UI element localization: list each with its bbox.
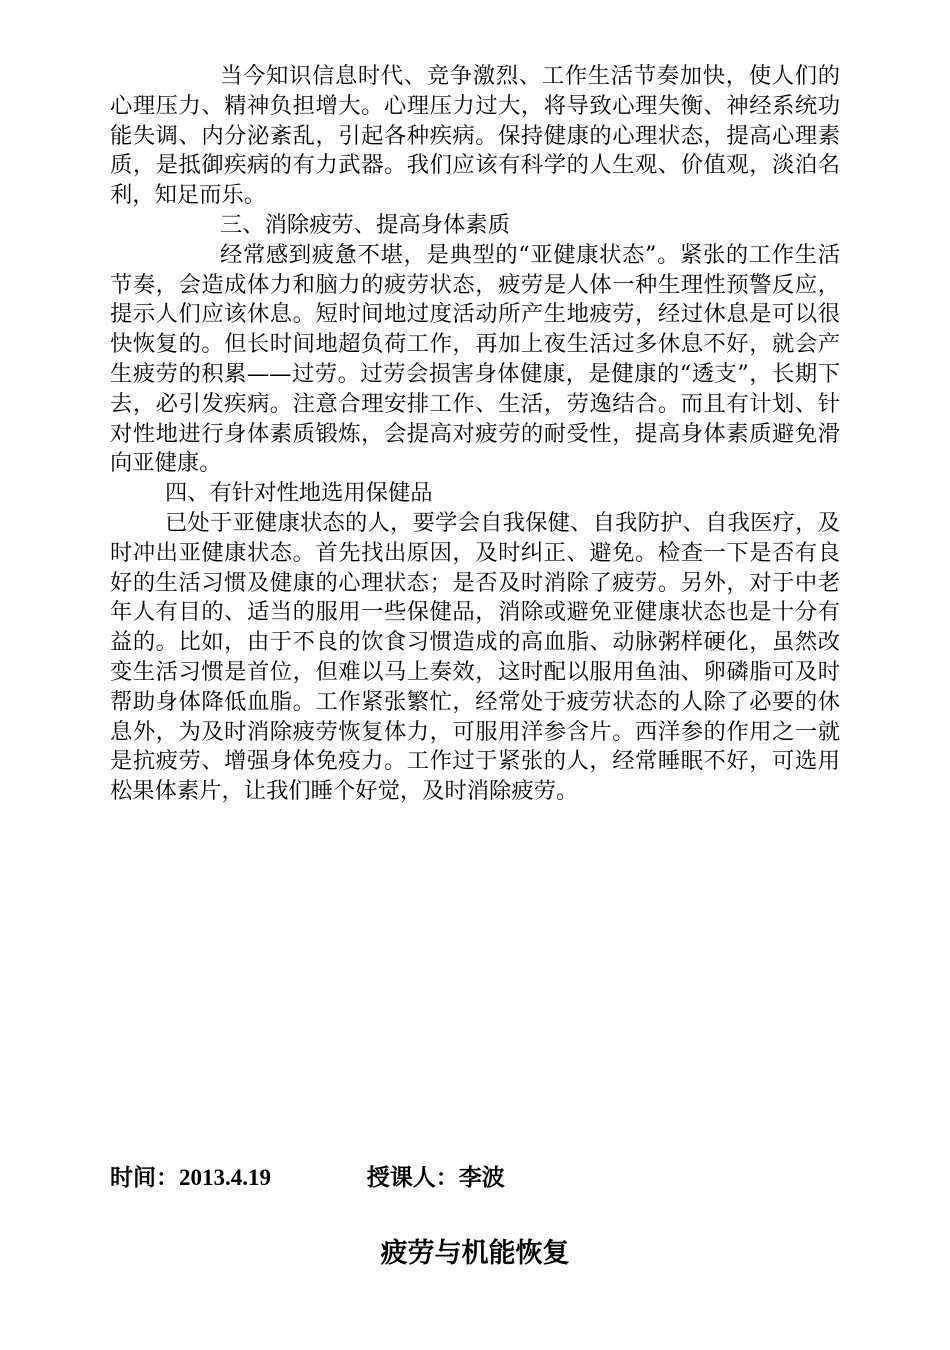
section-heading-fatigue-elimination: 三、消除疲劳、提高身体素质 [220, 211, 510, 238]
teacher-info [367, 1163, 505, 1193]
paragraph-fatigue-elimination: 经常感到疲惫不堪，是典型的“亚健康状态”。紧张的工作生活节奏，会造成体力和脑力的疲劳状态，疲劳是人体一种生理性预警反应，提示人们应该休息。短时间地过度活动所产生地疲劳，经过休息是可以很快恢复的。但长时间地超负荷工作，再加上夜生活过多休息不好，就会产生疲劳的积累——过劳。过劳会损害身体健康，是健康的“透支”，长期下去，必引发疾病。注意合理安排工作、生活，劳逸结合。而且有计划、针对性地进行身体素质锻炼，会提高对疲劳的耐受性，提高身体素质避免滑向亚健康。 [110, 241, 840, 477]
time-label: 时间： [110, 1165, 179, 1190]
lesson-meta-line [110, 1163, 840, 1193]
paragraph-health-products: 已处于亚健康状态的人，要学会自我保健、自我防护、自我医疗，及时冲出亚健康状态。首先找出原因，及时纠正、避免。检查一下是否有良好的生活习惯及健康的心理状态；是否及时消除了疲劳。另外，对于中老年人有目的、适当的服用一些保健品，消除或避免亚健康状态也是十分有益的。比如，由于不良的饮食习惯造成的高血脂、动脉粥样硬化，虽然改变生活习惯是首位，但难以马上奏效，这时配以服用鱼油、卵磷脂可及时帮助身体降低血脂。工作紧张繁忙，经常处于疲劳状态的人除了必要的休息外，为及时消除疲劳恢复体力，可服用洋参含片。西洋参的作用之一就是抗疲劳、增强身体免疫力。工作过于紧张的人，经常睡眠不好，可选用松果体素片，让我们睡个好觉，及时消除疲劳。 [110, 509, 840, 805]
next-lesson-title: 疲劳与机能恢复 [380, 1238, 570, 1269]
paragraph-psychological-health: 当今知识信息时代、竞争激烈、工作生活节奏加快，使人们的心理压力、精神负担增大。心理压力过大，将导致心理失衡、神经系统功能失调、内分泌紊乱，引起各种疾病。保持健康的心理状态，提高心理素质，是抵御疾病的有力武器。我们应该有科学的人生观、价值观，淡泊名利，知足而乐。 [110, 63, 840, 209]
time-value: 2013.4.19 [179, 1165, 271, 1190]
section-heading-health-products: 四、有针对性地选用保健品 [165, 480, 433, 507]
teacher-value: 李波 [458, 1165, 505, 1190]
document-body [110, 62, 840, 807]
teacher-label: 授课人： [366, 1165, 459, 1190]
